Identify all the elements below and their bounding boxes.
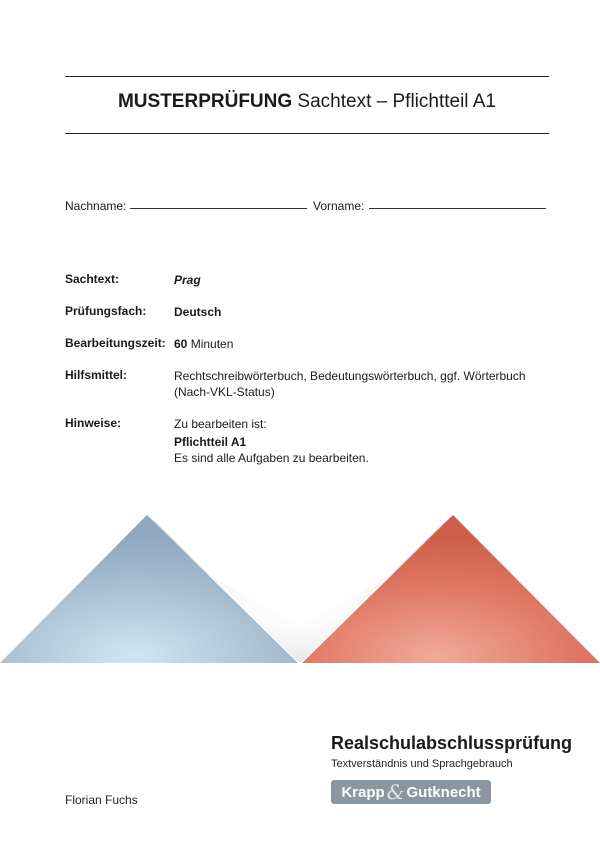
blue-triangle (0, 515, 298, 663)
zeit-unit: Minuten (187, 337, 234, 351)
sachtext-value: Prag (174, 273, 201, 287)
hinweise-line-2: Pflichtteil A1 (174, 435, 247, 449)
hilfsmittel-value (174, 368, 526, 400)
hinweise-line-1: Zu bearbeiten ist: (174, 417, 267, 431)
vorname-line[interactable] (369, 208, 546, 209)
title-bottom-rule (65, 133, 549, 134)
hilfsmittel-line-1: Rechtschreibwörterbuch, Bedeutungswörterbuch, ggf. Wörterbuch (174, 369, 526, 383)
title-rest: Sachtext – Pflichtteil A1 (292, 91, 496, 112)
zeit-number: 60 (174, 337, 188, 351)
zeit-label: Bearbeitungszeit: (65, 336, 166, 350)
vorname-label: Vorname: (313, 199, 365, 213)
decorative-triangles (0, 505, 600, 675)
fach-value: Deutsch (174, 305, 222, 319)
hilfsmittel-line-2: (Nach-VKL-Status) (174, 385, 275, 399)
title-bold: MUSTERPRÜFUNG (117, 91, 293, 112)
logo-amp: & (386, 780, 405, 804)
page-title (65, 91, 549, 113)
logo-right: Gutknecht (406, 783, 481, 801)
hinweise-label: Hinweise: (65, 416, 122, 430)
zeit-value (174, 336, 233, 352)
publisher-logo (331, 780, 491, 804)
hilfsmittel-label: Hilfsmittel: (65, 368, 128, 382)
sachtext-label: Sachtext: (65, 272, 120, 286)
top-rule (65, 76, 549, 77)
red-triangle (302, 515, 600, 663)
hinweise-value (174, 416, 369, 466)
hinweise-line-3: Es sind alle Aufgaben zu bearbeiten. (174, 451, 369, 465)
nachname-line[interactable] (130, 208, 307, 209)
series-title: Realschulabschlussprüfung (331, 733, 573, 753)
fach-label: Prüfungsfach: (65, 304, 147, 318)
nachname-label: Nachname: (65, 199, 127, 213)
series-subtitle: Textverständnis und Sprachgebrauch (331, 758, 513, 770)
logo-left: Krapp (341, 783, 385, 801)
author-name: Florian Fuchs (65, 793, 138, 807)
